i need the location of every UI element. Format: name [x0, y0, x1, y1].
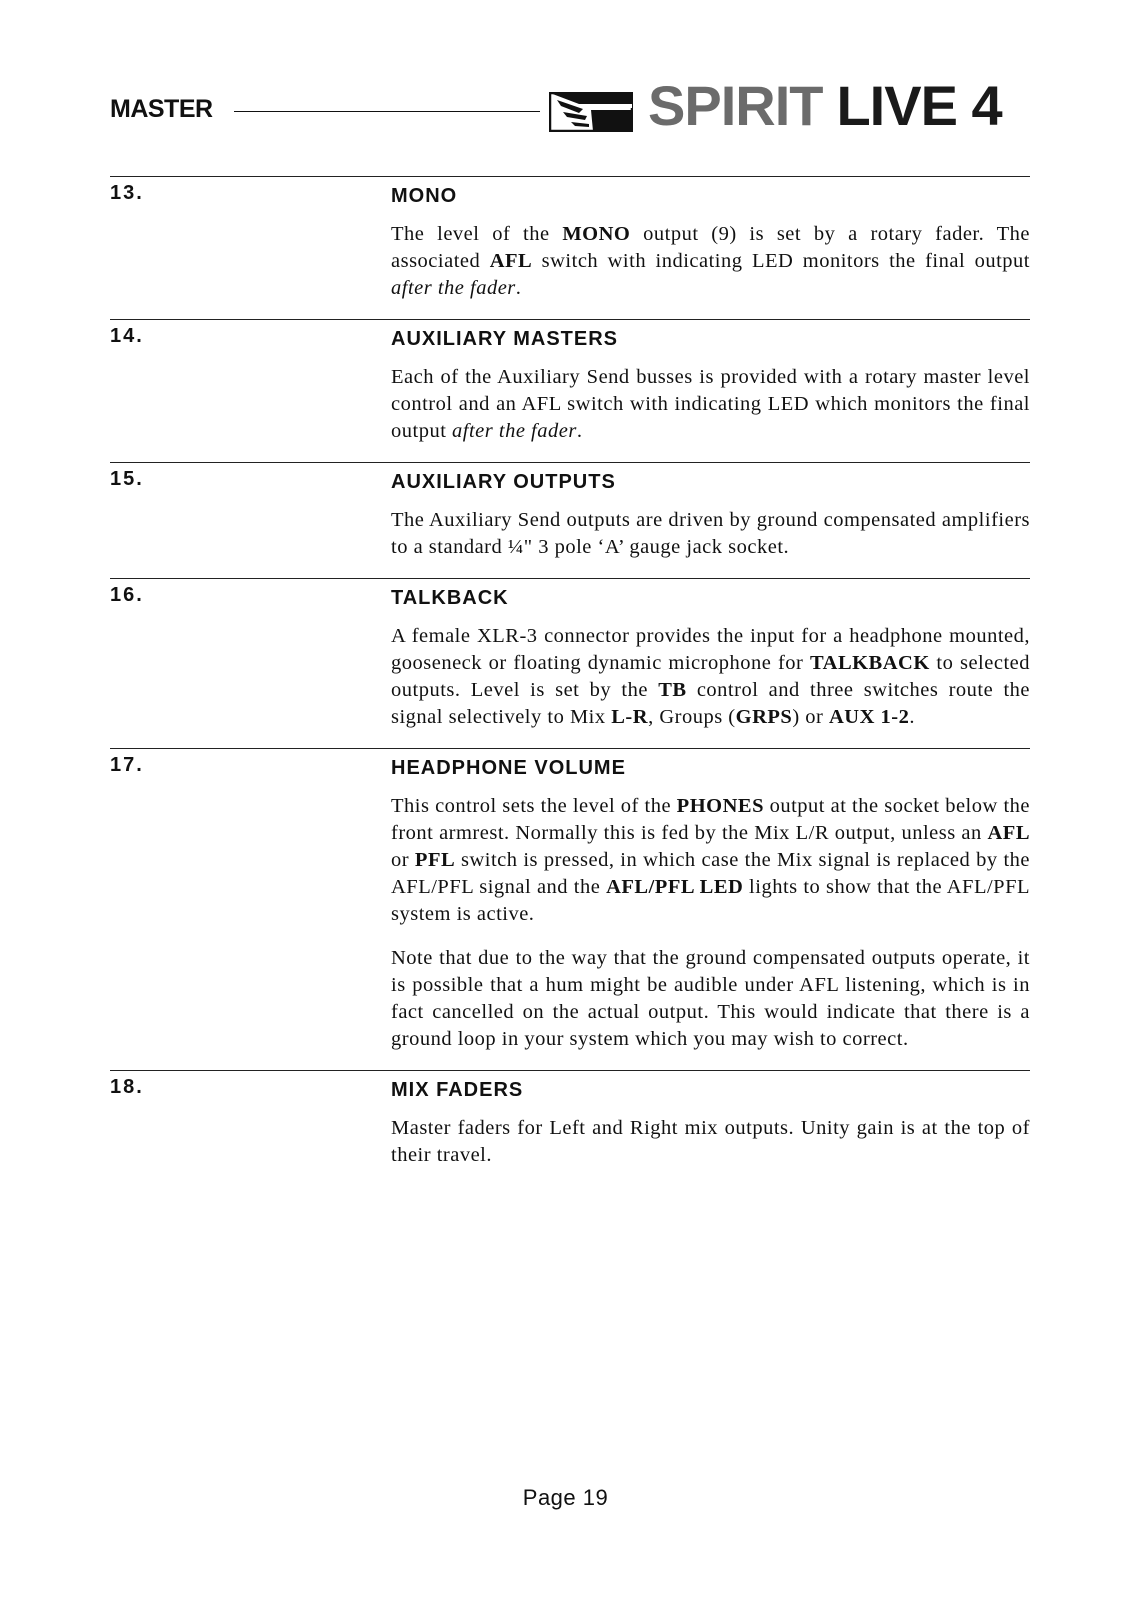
bold-term: GRPS	[735, 706, 793, 728]
bold-term: AUX 1-2	[828, 706, 910, 728]
item-body	[391, 469, 1030, 561]
item-title: TALKBACK	[391, 587, 509, 609]
item-section	[110, 578, 1030, 731]
item-number: 13.	[110, 182, 144, 204]
text-run: The level of the	[391, 223, 563, 245]
text-run: output at the socket below the front armrest. Normally this is fed by the Mix L/R output, unless an	[391, 795, 1030, 844]
item-section	[110, 1070, 1030, 1169]
text-run: or	[391, 849, 415, 871]
bold-term: AFL	[987, 822, 1030, 844]
item-section	[110, 462, 1030, 561]
brand-spirit: SPIRIT	[648, 74, 823, 137]
bold-term: TB	[658, 679, 687, 701]
text-run: switch is pressed, in which case the Mix signal is replaced by the AFL/PFL signal and the	[391, 849, 1030, 898]
item-body	[391, 326, 1030, 445]
bold-term: PFL	[414, 849, 456, 871]
page-header	[0, 0, 1131, 150]
bold-term: PHONES	[676, 795, 764, 817]
text-run: The Auxiliary Send outputs are driven by ground compensated amplifiers to a standard ¼" 3 pole ‘A’ gauge jack socket.	[391, 509, 1030, 558]
brand-live: LIVE 4	[836, 74, 1002, 137]
item-body	[391, 585, 1030, 731]
text-run: Note that due to the way that the ground compensated outputs operate, it is possible that a hum might be audible under AFL listening, which is in fact cancelled on the actual output. This would indicate that there is a ground loop in your system which you may wish to correct.	[391, 947, 1030, 1050]
item-title: AUXILIARY MASTERS	[391, 328, 619, 350]
text-run: Master faders for Left and Right mix outputs. Unity gain is at the top of their travel.	[391, 1117, 1030, 1166]
text-run: output (9) is set by a rotary fader. The associated	[391, 223, 1030, 272]
item-number: 16.	[110, 584, 144, 606]
bold-term: TALKBACK	[809, 652, 930, 674]
page-number: Page 19	[522, 1485, 609, 1510]
item-body	[391, 183, 1030, 302]
text-run: .	[576, 420, 583, 442]
item-paragraph	[391, 507, 1030, 561]
item-title: MIX FADERS	[391, 1079, 524, 1101]
brand-wordmark	[648, 74, 1002, 137]
item-number: 14.	[110, 325, 144, 347]
bold-term: AFL/PFL LED	[606, 876, 744, 898]
item-paragraph	[391, 793, 1030, 928]
item-section	[110, 748, 1030, 1053]
spirit-logo-icon	[549, 92, 633, 132]
item-section	[110, 319, 1030, 445]
item-body	[391, 1077, 1030, 1169]
text-run: A female XLR-3 connector provides the input for a headphone mounted, gooseneck or floating dynamic microphone for	[391, 625, 1030, 674]
text-run: .	[909, 706, 915, 728]
text-run: ) or	[792, 706, 829, 728]
text-run: Each of the Auxiliary Send busses is provided with a rotary master level control and an AFL switch with indicating LED which monitors the final output	[391, 366, 1030, 442]
text-run: This control sets the level of the	[391, 795, 677, 817]
item-paragraph	[391, 623, 1030, 731]
item-paragraph	[391, 364, 1030, 445]
text-run: switch with indicating LED monitors the final output	[532, 250, 1030, 272]
text-run: to selected outputs. Level is set by the	[391, 652, 1030, 701]
items-list	[110, 176, 1030, 1186]
text-run: , Groups (	[648, 706, 736, 728]
italic-term: after the fader	[391, 277, 516, 299]
item-body	[391, 755, 1030, 1053]
section-label: MASTER	[110, 95, 213, 123]
text-run: lights to show that the AFL/PFL system is active.	[391, 876, 1030, 925]
bold-term: MONO	[562, 223, 631, 245]
item-paragraph	[391, 221, 1030, 302]
item-paragraph	[391, 945, 1030, 1053]
item-title: HEADPHONE VOLUME	[391, 757, 626, 779]
bold-term: AFL	[489, 250, 533, 272]
item-number: 18.	[110, 1076, 144, 1098]
item-paragraph	[391, 1115, 1030, 1169]
item-title: AUXILIARY OUTPUTS	[391, 471, 616, 493]
item-number: 15.	[110, 468, 144, 490]
item-title: MONO	[391, 185, 458, 207]
item-number: 17.	[110, 754, 144, 776]
text-run: .	[515, 277, 522, 299]
text-run: control and three switches route the signal selectively to Mix	[391, 679, 1031, 728]
italic-term: after the fader	[452, 420, 577, 442]
item-section	[110, 176, 1030, 302]
bold-term: L-R	[611, 706, 649, 728]
header-rule	[234, 111, 540, 112]
